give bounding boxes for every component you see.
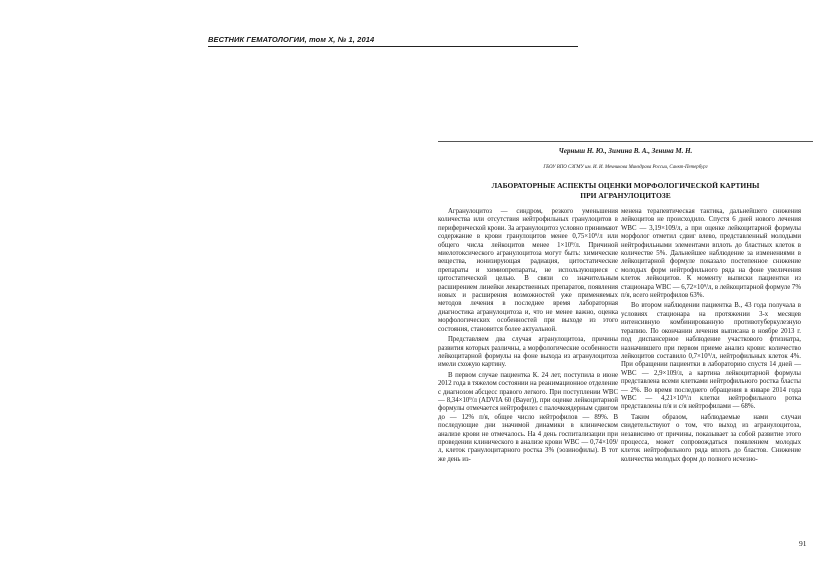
- header-rule-thin: [383, 46, 578, 47]
- article-title: [438, 181, 813, 200]
- text-column-right: [621, 208, 801, 466]
- article-divider: [438, 141, 813, 142]
- paragraph: Таким образом, наблюдаемые нами случаи свидетельствуют о том, что выход из агранулоцитоза, независимо от причины, показывает за собой развитие этого процесса, может сопровождаться появлением молодых клеток нейтрофильного ряда вплоть до бластов. Снижение количества молодых форм до полного исчезно-: [621, 413, 801, 463]
- article-affiliation: ГБОУ ВПО СЗГМУ им. И. И. Мечникова Минздрава России, Санкт-Петербург: [543, 165, 708, 170]
- text-column-left: [438, 208, 618, 466]
- journal-header: ВЕСТНИК ГЕМАТОЛОГИИ, том X, № 1, 2014: [208, 35, 375, 44]
- paragraph: Во втором наблюдении пациентка В., 43 года получала в условиях стационара на протяжении 3-х месяцев интенсивную комбинированную противотуберкулезную терапию. По окончании лечения выписана в ноябре 2013 г. под диспансерное наблюдение участкового фтизиатра, назначившего при первом приеме анализ крови: количество лейкоцитов составило 0,7×10⁹/л, нейтрофильных клеток 4%. При обращении пациентки в лабораторию спустя 14 дней — WBC — 2,9×109/л, а картина лейкоцитарной формулы представлена всеми клетками нейтрофильного ростка бласты — 2%. Во время последнего обращения в январе 2014 года WBC — 4,21×10⁹/л клетки нейтрофильного ротка представлены п/я и с/я нейтрофилами — 68%.: [621, 302, 801, 411]
- paragraph: В первом случае пациентка К. 24 лет, поступила в июне 2012 года в тяжелом состоянии на реанимационное отделение с диагнозом абсцесс правого легкого. При поступлении WBC — 8,34×10⁹/л (ADVIA 60 (Bayer)), при оценке лейкоцитарной формулы отмечается нейтрофилез с палочкоядерным сдвигом до — 12% п/я, общее число нейтрофилов — 89%. В последующие дни значимой динамики в клиническом анализе крови не отмечалось. На 4 день госпитализации при проведении клинического в анализе крови WBC — 0,74×109/л, клеток гранулоцитарного ростка 3% (эозинофилы). В тот же день из-: [438, 371, 618, 463]
- page-number: 91: [799, 539, 807, 548]
- paragraph: Агранулоцитоз — синдром, резкого уменьшения количества или отсутствия нейтрофильных гранулоцитов в периферической крови. За агранулоцитоз условно принимают содержание в крови гранулоцитов менее 0,75×10⁹/л или общего числа лейкоцитов менее 1×10⁹/л. Причиной миелотоксического агранулоцитоза могут быть: химические вещества, ионизирующая радиация, цитостатические препараты и химиопрепараты, не использующиеся с цитостатической целью. В связи со значительным расширением линейки лекарственных препаратов, появления новых и расширения возможностей уже применяемых методов лечения в последнее время лабораторная диагностика агранулоцитоза и, что не менее важно, оценка морфологических особенностей при выходе из этого состояния, становится более актуальной.: [438, 208, 618, 333]
- paragraph: менена терапевтическая тактика, дальнейшего снижения лейкоцитов не происходило. Спустя 6 дней нового лечения WBC — 3,19×109/л, а при оценке лейкоцитарной формулы морфолог отметил сдвиг влево, представленный молодыми нейтрофильными элементами вплоть до бластных клеток в количестве 5%. Дальнейшее наблюдение за изменениями в лейкоцитарной формуле показало постепенное снижение молодых форм нейтрофильного ряда на фоне увеличения клеток лейкоцитов. К моменту выписки пациентки из стационара WBC — 6,72×10⁹/л, в лейкоцитарной формуле 7% п/я, всего нейтрофилов 63%.: [621, 208, 801, 300]
- article-title-line: ПРИ АГРАНУЛОЦИТОЗЕ: [580, 190, 671, 200]
- article-title-line: ЛАБОРАТОРНЫЕ АСПЕКТЫ ОЦЕНКИ МОРФОЛОГИЧЕСКОЙ КАРТИНЫ: [491, 181, 760, 190]
- paragraph: Представляем два случая агранулоцитоза, причины развития которых различны, а морфологические особенности лейкоцитарной формулы на фоне выхода из агранулоцитоза имели схожую картину.: [438, 336, 618, 369]
- article-authors: Черныш Н. Ю., Зимина В. А., Зенина М. Н.: [558, 147, 693, 155]
- header-rule: [208, 46, 383, 47]
